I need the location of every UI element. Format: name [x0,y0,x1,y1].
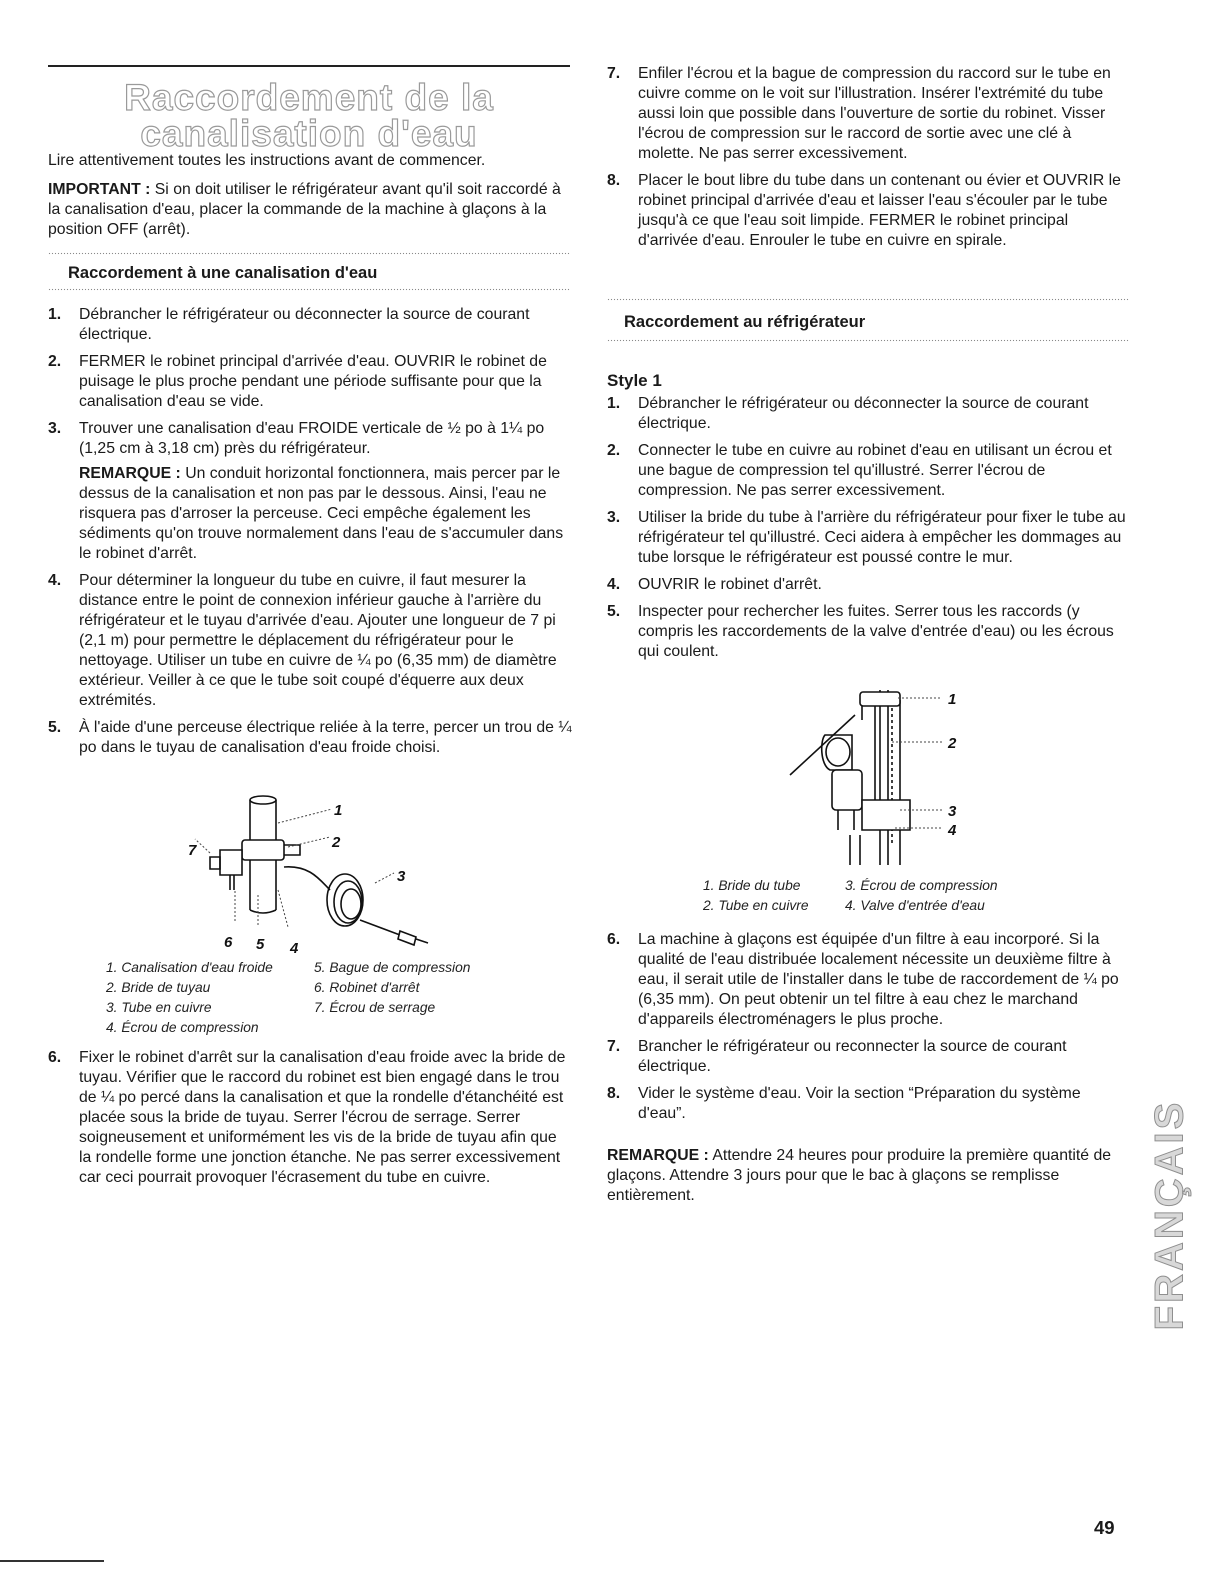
list-item [48,571,572,711]
step-text: Placer le bout libre du tube dans un contenant ou évier et OUVRIR le robinet principal d'arrivée d'eau et laisser l'eau s'écouler par le tube jusqu'à ce que l'eau soit limpide. FERMER le robinet principal d'arrivée d'eau. Enrouler le tube en cuivre en spirale. [638,172,1121,249]
intro-text: Lire attentivement toutes les instructions avant de commencer. [48,152,486,169]
remark-label: REMARQUE : [79,465,181,482]
water-step6-list [48,1048,572,1195]
step-text: Vider le système d'eau. Voir la section “Préparation du système d'eau”. [638,1085,1081,1122]
list-item [48,419,572,564]
section-divider-bottom [48,288,570,291]
bottom-rule [0,1560,104,1562]
list-item [607,441,1129,501]
section-divider-bottom [607,339,1129,342]
important-text: Si on doit utiliser le réfrigérateur avant qu'il soit raccordé à la canalisation d'eau, placer la commande de la machine à glaçons à la position OFF (arrêt). [48,181,561,238]
caption-item: 3. Tube en cuivre [106,1000,212,1015]
step-text: À l'aide d'une perceuse électrique reliée à la terre, percer un trou de ¼ po dans le tuyau de canalisation d'eau froide choisi. [79,719,572,756]
list-item [607,64,1129,164]
final-remark-text: Attendre 24 heures pour produire la première quantité de glaçons. Attendre 3 jours pour que le bac à glaçons se remplisse entièrement. [607,1147,1112,1204]
list-item [607,602,1129,662]
figure1-label-5: 5 [256,936,265,953]
figure2-label-1: 1 [948,691,957,708]
caption-item: 2. Bride de tuyau [106,980,211,995]
water-steps-continued [607,64,1129,258]
figure1-label-3: 3 [397,868,406,885]
style-label: Style 1 [607,371,662,390]
final-remark [607,1146,1129,1206]
caption-item: 6. Robinet d'arrêt [314,980,420,995]
caption-item: 2. Tube en cuivre [703,898,809,913]
important-note [48,180,572,240]
step-number: 1. [48,306,62,323]
step-text: Brancher le réfrigérateur ou reconnecter la source de courant électrique. [638,1038,1067,1075]
step-number: 7. [607,1038,621,1055]
step-text: Inspecter pour rechercher les fuites. Serrer tous les raccords (y compris les raccordements de la valve d'entrée d'eau) ou les écrous qui coulent. [638,603,1114,660]
list-item [607,171,1129,251]
remark-text: Un conduit horizontal fonctionnera, mais percer par le dessus de la canalisation et non pas par le dessous. Ainsi, l'eau ne risquera pas d'arroser la perceuse. Ceci empêche également les sédiments qu'on trouve normalement dans l'eau de s'accumuler dans le robinet d'arrêt. [79,465,564,562]
shutoff-valve-figure [180,795,460,960]
step-text: FERMER le robinet principal d'arrivée d'eau. OUVRIR le robinet de puisage le plus proche pendant une période suffisante pour que la canalisation d'eau se vide. [79,353,547,410]
step-number: 5. [607,603,621,620]
step-text: Trouver une canalisation d'eau FROIDE verticale de ½ po à 1¼ po (1,25 cm à 3,18 cm) près du réfrigérateur. [79,420,545,457]
final-remark-label: REMARQUE : [607,1147,709,1164]
figure2-label-3: 3 [948,803,957,820]
figure1-label-4: 4 [290,940,299,957]
list-item [48,352,572,412]
figure1-label-2: 2 [332,834,341,851]
step-text: Débrancher le réfrigérateur ou déconnecter la source de courant électrique. [638,395,1089,432]
step-number: 1. [607,395,621,412]
list-item [607,1084,1129,1124]
list-item [607,930,1129,1030]
page-title [48,77,570,154]
list-item [48,718,572,758]
figure2-label-2: 2 [948,735,957,752]
important-label: IMPORTANT : [48,181,151,198]
language-side-tab [1147,1082,1192,1348]
caption-item: 7. Écrou de serrage [314,1000,436,1015]
step-number: 6. [48,1049,62,1066]
step-number: 3. [48,420,62,437]
page-number: 49 [1094,1517,1115,1538]
section-heading-water: Raccordement à une canalisation d'eau [68,264,378,282]
figure1-caption [106,958,526,1038]
caption-item: 4. Écrou de compression [106,1020,259,1035]
step-number: 5. [48,719,62,736]
list-item [607,508,1129,568]
section-divider-top [48,252,570,255]
top-rule [48,65,570,67]
caption-item: 1. Bride du tube [703,878,801,893]
section-divider-top [607,298,1129,301]
step-number: 2. [48,353,62,370]
caption-item: 4. Valve d'entrée d'eau [845,898,985,913]
figure1-label-6: 6 [224,934,233,951]
step-number: 8. [607,1085,621,1102]
step-number: 2. [607,442,621,459]
step-text: OUVRIR le robinet d'arrêt. [638,576,822,593]
list-item [607,1037,1129,1077]
figure2-caption [703,876,1063,916]
remark-note [79,464,572,564]
step-number: 8. [607,172,621,189]
step-number: 4. [607,576,621,593]
water-steps-list [48,305,572,765]
figure2-label-4: 4 [948,822,957,839]
page-title-line2: canalisation d'eau [140,113,478,154]
step-text: La machine à glaçons est équipée d'un filtre à eau incorporé. Si la qualité de l'eau distribuée localement nécessite un deuxième filtre à eau, il serait utile de l'installer dans le tube de raccordement de ¼ po (6,35 mm). On peut obtenir un tel filtre à eau chez le marchand d'appareils électroménagers le plus proche. [638,931,1119,1028]
figure1-label-1: 1 [334,802,343,819]
step-text: Enfiler l'écrou et la bague de compression du raccord sur le tube en cuivre comme on le voit sur l'illustration. Insérer l'extrémité du tube aussi loin que possible dans l'ouverture de sortie du robinet. Visser l'écrou de compression sur le raccord de sortie avec une clé à molette. Ne pas serrer excessivement. [638,65,1111,162]
step-text: Pour déterminer la longueur du tube en cuivre, il faut mesurer la distance entre le point de connexion inférieur gauche à l'arrière du réfrigérateur et le tuyau d'arrivée d'eau. Ajouter une longueur de 7 pi (2,1 m) pour permettre le déplacement du réfrigérateur pour le nettoyage. Utiliser un tube en cuivre de ¼ po (6,35 mm) de diamètre extérieur. Veiller à ce que le tube soit coupé d'équerre aux deux extrémités. [79,572,557,709]
fridge-steps-list [607,394,1129,669]
language-side-tab-text: FRANÇAIS [1147,1099,1192,1331]
list-item [607,575,1129,595]
list-item [48,305,572,345]
step-text: Connecter le tube en cuivre au robinet d'eau en utilisant un écrou et une bague de compression tel qu'illustré. Serrer l'écrou de compression. Ne pas serrer excessivement. [638,442,1112,499]
page-title-line1: Raccordement de la [124,77,494,118]
caption-item: 5. Bague de compression [314,960,471,975]
section-heading-fridge: Raccordement au réfrigérateur [624,313,866,331]
fridge-steps-after [607,930,1129,1131]
list-item [48,1048,572,1188]
refrigerator-connection-figure [780,680,980,870]
figure1-label-7: 7 [188,842,197,859]
step-number: 3. [607,509,621,526]
caption-item: 1. Canalisation d'eau froide [106,960,273,975]
step-number: 7. [607,65,621,82]
list-item [607,394,1129,434]
step-number: 6. [607,931,621,948]
step-text: Utiliser la bride du tube à l'arrière du réfrigérateur pour fixer le tube au réfrigérateur tel qu'illustré. Ceci aidera à empêcher les dommages au tube lorsque le réfrigérateur est poussé contre le mur. [638,509,1126,566]
step-text: Fixer le robinet d'arrêt sur la canalisation d'eau froide avec la bride de tuyau. Vérifier que le raccord du robinet est bien engagé dans le trou de ¼ po percé dans la canalisation et que la rondelle d'étanchéité est placée sous la bride de tuyau. Serrer l'écrou de serrage. Serrer soigneusement et uniformément les vis de la bride de tuyau afin que la rondelle forme une jonction étanche. Ne pas serrer excessivement car ceci pourrait provoquer l'écrasement du tube en cuivre. [79,1049,566,1186]
step-number: 4. [48,572,62,589]
caption-item: 3. Écrou de compression [845,878,998,893]
step-text: Débrancher le réfrigérateur ou déconnecter la source de courant électrique. [79,306,530,343]
